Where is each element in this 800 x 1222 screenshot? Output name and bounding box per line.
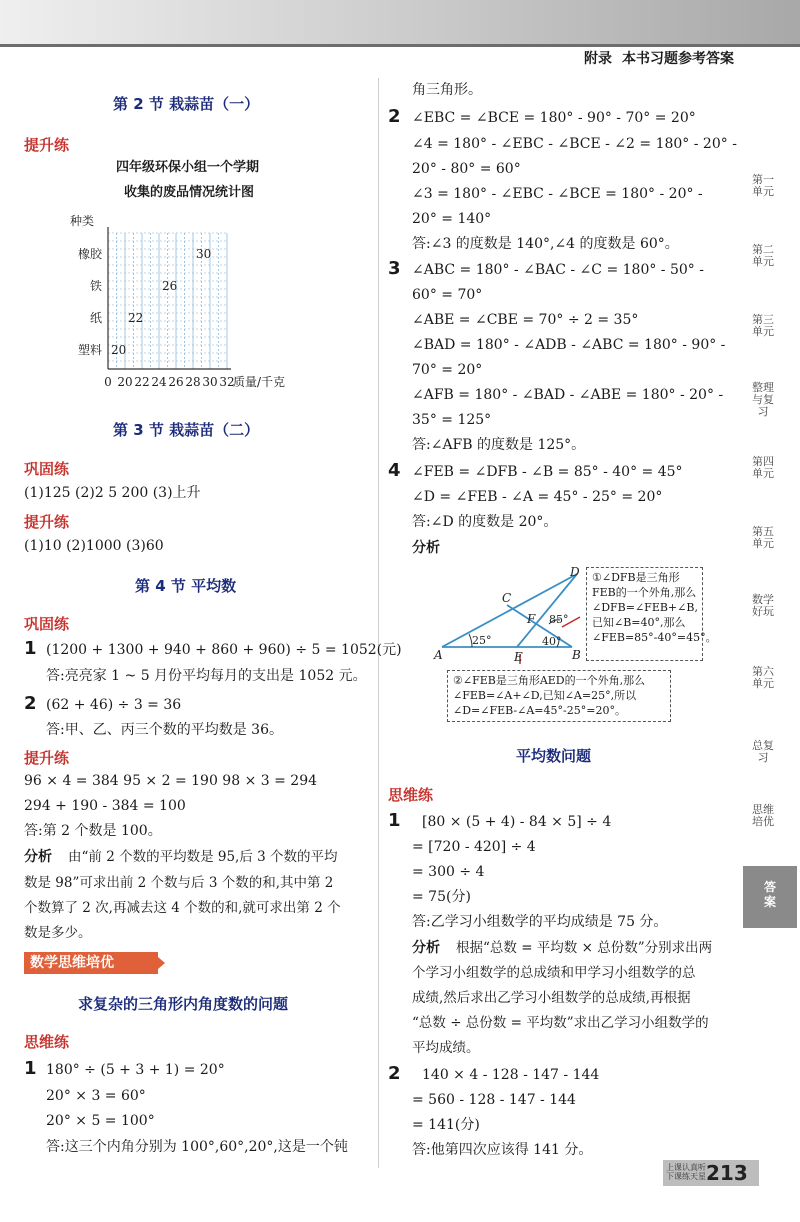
- tab-unit-6[interactable]: 第六单元: [752, 665, 774, 690]
- section-3-answer-2: (1)10 (2)1000 (3)60: [24, 538, 164, 554]
- note-box-1: ①∠DFB是三角形FEB的一个外角,那么∠DFB=∠FEB+∠B,已知∠B=40°,那么∠FEB=85°-40°=45°。: [586, 567, 703, 661]
- answer-line: = [720 - 420] ÷ 4: [412, 839, 536, 855]
- category-label: 铁: [89, 279, 102, 293]
- x-axis-title: 质量/千克: [233, 375, 286, 389]
- answer-line: 140 × 4 - 128 - 147 - 144: [422, 1067, 600, 1083]
- angle-label: 40°: [542, 635, 562, 648]
- analysis-line: 根据“总数 = 平均数 × 总份数”分别求出两: [456, 940, 713, 956]
- answer-line: 答:∠AFB 的度数是 125°。: [412, 437, 586, 453]
- analysis-label: 分析: [412, 540, 440, 556]
- x-tick-label: 0: [104, 375, 112, 389]
- tab-unit-3[interactable]: 第三单元: [752, 313, 774, 338]
- header-rule: [0, 44, 800, 47]
- answer-line: ∠FEB = ∠DFB - ∠B = 85° - 40° = 45°: [412, 464, 683, 480]
- analysis-line: 数是 98”可求出前 2 个数与后 3 个数的和,其中第 2: [24, 875, 334, 891]
- answer-line: ∠ABC = 180° - ∠BAC - ∠C = 180° - 50° -: [412, 262, 704, 278]
- y-axis-title: 种类: [69, 214, 94, 228]
- tab-unit-1[interactable]: 第一单元: [752, 173, 774, 198]
- answer-line: ∠3 = 180° - ∠EBC - ∠BCE = 180° - 20° -: [412, 186, 703, 202]
- analysis-line: 个数算了 2 次,再减去这 4 个数的和,就可求出第 2 个: [24, 900, 341, 916]
- appendix-label: 附录: [584, 51, 612, 67]
- answer-line: ∠BAD = 180° - ∠ADB - ∠ABC = 180° - 90° -: [412, 337, 726, 353]
- footer-line-2: 下课练天星: [666, 1172, 706, 1181]
- analysis-label: 分析: [24, 849, 52, 865]
- answer-line: ∠ABE = ∠CBE = 70° ÷ 2 = 35°: [412, 312, 639, 328]
- tab-answers-label: 答案: [763, 880, 776, 909]
- question-number: 2: [388, 1063, 401, 1084]
- header-title-text: 本书习题参考答案: [622, 51, 734, 67]
- point-label: D: [570, 565, 580, 579]
- answer-line: = 560 - 128 - 147 - 144: [412, 1092, 576, 1108]
- tab-math-fun[interactable]: 数学好玩: [752, 593, 774, 618]
- question-number: 1: [24, 638, 37, 659]
- section-3-answer-1: (1)125 (2)2 5 200 (3)上升: [24, 485, 201, 501]
- category-label: 纸: [89, 311, 102, 325]
- answer-line: ∠D = ∠FEB - ∠A = 45° - 25° = 20°: [412, 489, 663, 505]
- answer-line: = 300 ÷ 4: [412, 864, 485, 880]
- category-label: 橡胶: [77, 247, 102, 261]
- x-tick-label: 30: [202, 375, 218, 389]
- answer-line: 答:∠3 的度数是 140°,∠4 的度数是 60°。: [412, 236, 679, 252]
- answer-line: ∠EBC = ∠BCE = 180° - 90° - 70° = 20°: [412, 110, 696, 126]
- header-title: [574, 48, 734, 68]
- tab-review[interactable]: 整理与复习: [752, 381, 774, 418]
- x-tick-label: 26: [168, 375, 184, 389]
- tab-unit-5[interactable]: 第五单元: [752, 525, 774, 550]
- point-label: B: [572, 648, 581, 662]
- x-tick-label: 24: [151, 375, 167, 389]
- section-3-label-1: 巩固练: [24, 460, 70, 478]
- tab-final-review[interactable]: 总复习: [752, 739, 774, 764]
- segment-cb: [507, 605, 572, 647]
- category-label: 塑料: [77, 343, 102, 357]
- x-tick-label: 20: [117, 375, 133, 389]
- footer-line-1: 上课认真听: [666, 1163, 706, 1172]
- question-number: 2: [388, 106, 401, 127]
- point-label: A: [434, 648, 443, 662]
- answer-line: = 141(分): [412, 1117, 480, 1133]
- answer-line: (1200 + 1300 + 940 + 860 + 960) ÷ 5 = 1052(元): [46, 642, 402, 658]
- answer-line: 96 × 4 = 384 95 × 2 = 190 98 × 3 = 294: [24, 773, 318, 789]
- answer-line: 答:乙学习小组数学的平均成绩是 75 分。: [412, 914, 668, 930]
- answer-line: 70° = 20°: [412, 362, 483, 378]
- thinking-label: 思维练: [388, 786, 434, 804]
- answer-line: 60° = 70°: [412, 287, 483, 303]
- answer-line: = 75(分): [412, 889, 471, 905]
- angle-label: 25°: [472, 634, 492, 647]
- topic-title: 平均数问题: [516, 747, 592, 765]
- column-divider: [378, 78, 379, 1168]
- x-tick-label: 22: [134, 375, 150, 389]
- section-2-title: 第 2 节 栽蒜苗（一）: [113, 95, 260, 113]
- analysis-line: 平均成绩。: [412, 1040, 480, 1056]
- section-4-label-1: 巩固练: [24, 615, 70, 633]
- bar-value-label: 20: [111, 343, 127, 357]
- answer-line: 答:∠D 的度数是 20°。: [412, 514, 558, 530]
- question-number: 2: [24, 693, 37, 714]
- note-box-2: ②∠FEB是三角形AED的一个外角,那么∠FEB=∠A+∠D,已知∠A=25°,所以∠D=∠FEB-∠A=45°-25°=20°。: [447, 670, 671, 722]
- question-number: 1: [388, 810, 401, 831]
- bar-chart: [60, 205, 360, 405]
- analysis-label: 分析: [412, 940, 440, 956]
- analysis-line: 由“前 2 个数的平均数是 95,后 3 个数的平均: [68, 849, 338, 865]
- tab-answers[interactable]: [743, 866, 797, 928]
- section-4-title: 第 4 节 平均数: [135, 577, 237, 595]
- footer-slogan: [666, 1163, 706, 1181]
- analysis-line: 个学习小组数学的总成绩和甲学习小组数学的总: [412, 965, 696, 981]
- topic-title: 求复杂的三角形内角度数的问题: [78, 995, 289, 1013]
- thinking-label: 思维练: [24, 1033, 70, 1051]
- point-label: E: [514, 650, 523, 664]
- answer-line: 答:这三个内角分别为 100°,60°,20°,这是一个钝: [46, 1139, 348, 1155]
- answer-line: ∠4 = 180° - ∠EBC - ∠BCE - ∠2 = 180° - 20° -: [412, 136, 737, 152]
- angle-label: 85°: [549, 613, 569, 626]
- banner-arrow-icon: [158, 957, 165, 969]
- bar-value-label: 26: [162, 279, 178, 293]
- answer-line: ∠AFB = 180° - ∠BAD - ∠ABE = 180° - 20° -: [412, 387, 724, 403]
- question-number: 1: [24, 1058, 37, 1079]
- section-3-label-2: 提升练: [24, 513, 70, 531]
- section-4-label-2: 提升练: [24, 749, 70, 767]
- tab-unit-2[interactable]: 第二单元: [752, 243, 774, 268]
- answer-line: 180° ÷ (5 + 3 + 1) = 20°: [46, 1062, 225, 1078]
- analysis-line: “总数 ÷ 总份数 = 平均数”求出乙学习小组数学的: [412, 1015, 709, 1031]
- tab-unit-4[interactable]: 第四单元: [752, 455, 774, 480]
- answer-line: 答:第 2 个数是 100。: [24, 823, 162, 839]
- answer-line: 35° = 125°: [412, 412, 492, 428]
- page-number: 213: [706, 1161, 748, 1185]
- answer-line: 角三角形。: [412, 82, 482, 98]
- answer-line: 答:亮亮家 1 ~ 5 月份平均每月的支出是 1052 元。: [46, 668, 367, 684]
- answer-line: (62 + 46) ÷ 3 = 36: [46, 697, 182, 713]
- chart-title-line1: 四年级环保小组一个学期: [116, 160, 260, 175]
- tab-thinking[interactable]: 思维培优: [752, 803, 774, 828]
- section-2-label: 提升练: [24, 136, 70, 154]
- analysis-line: 数是多少。: [24, 925, 92, 941]
- answer-line: 20° - 80° = 60°: [412, 161, 521, 177]
- point-label: F: [527, 612, 536, 626]
- x-tick-label: 32: [219, 375, 235, 389]
- chart-title-line2: 收集的废品情况统计图: [124, 185, 255, 200]
- answer-line: 答:甲、乙、丙三个数的平均数是 36。: [46, 722, 283, 738]
- answer-line: 20° × 3 = 60°: [46, 1088, 146, 1104]
- point-label: C: [502, 591, 512, 605]
- question-number: 4: [388, 460, 401, 481]
- bar-value-label: 30: [196, 247, 212, 261]
- analysis-line: 成绩,然后求出乙学习小组数学的总成绩,再根据: [412, 990, 691, 1006]
- answer-line: [80 × (5 + 4) - 84 × 5] ÷ 4: [422, 814, 612, 830]
- question-number: 3: [388, 258, 401, 279]
- answer-line: 20° × 5 = 100°: [46, 1113, 155, 1129]
- section-banner: 数学思维培优: [24, 952, 158, 974]
- section-3-title: 第 3 节 栽蒜苗（二）: [113, 421, 260, 439]
- answer-line: 20° = 140°: [412, 211, 492, 227]
- answer-line: 答:他第四次应该得 141 分。: [412, 1142, 593, 1158]
- page-header-band: [0, 0, 800, 44]
- answer-line: 294 + 190 - 384 = 100: [24, 798, 186, 814]
- bar-value-label: 22: [128, 311, 144, 325]
- x-tick-label: 28: [185, 375, 201, 389]
